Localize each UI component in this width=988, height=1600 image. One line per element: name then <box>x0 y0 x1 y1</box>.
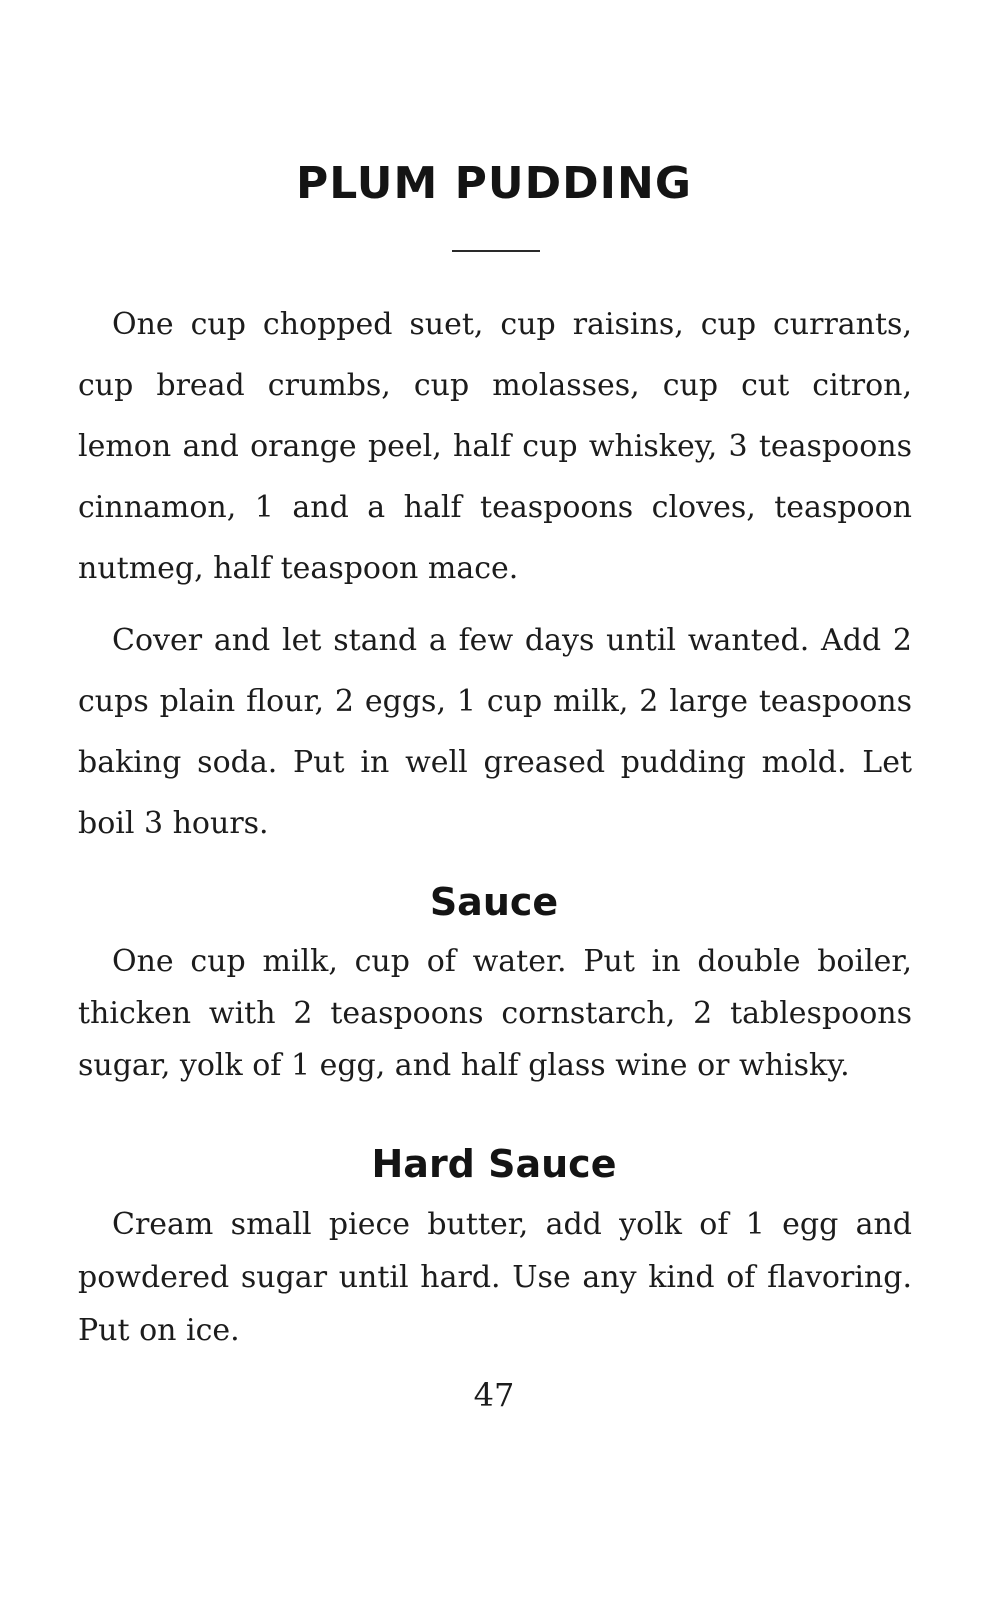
sauce-heading: Sauce <box>429 880 559 924</box>
sauce-paragraph: One cup milk, cup of water. Put in double boiler, thicken with 2 teaspoons cornstarch, 2 tablespoons sugar, yolk of 1 egg, and half glass wine or whisky. <box>78 944 912 1083</box>
hard-sauce-paragraph: Cream small piece butter, add yolk of 1 egg and powdered sugar until hard. Use any kind of flavoring. Put on ice. <box>78 1207 912 1348</box>
hard-sauce-heading: Hard Sauce <box>371 1142 617 1186</box>
ingredients-paragraph: One cup chopped suet, cup raisins, cup currants, cup bread crumbs, cup molasses, cup cut citron, lemon and orange peel, half cup whiskey, 3 teaspoons cinnamon, 1 and a half teaspoons cloves, teaspoon nutmeg, half teaspoon mace. <box>78 307 912 586</box>
recipe-title: PLUM PUDDING <box>296 158 692 209</box>
page-number: 47 <box>473 1376 515 1414</box>
title-divider <box>452 250 540 252</box>
method-paragraph: Cover and let stand a few days until wanted. Add 2 cups plain flour, 2 eggs, 1 cup milk, 2 large teaspoons baking soda. Put in well greased pudding mold. Let boil 3 hours. <box>78 623 912 841</box>
